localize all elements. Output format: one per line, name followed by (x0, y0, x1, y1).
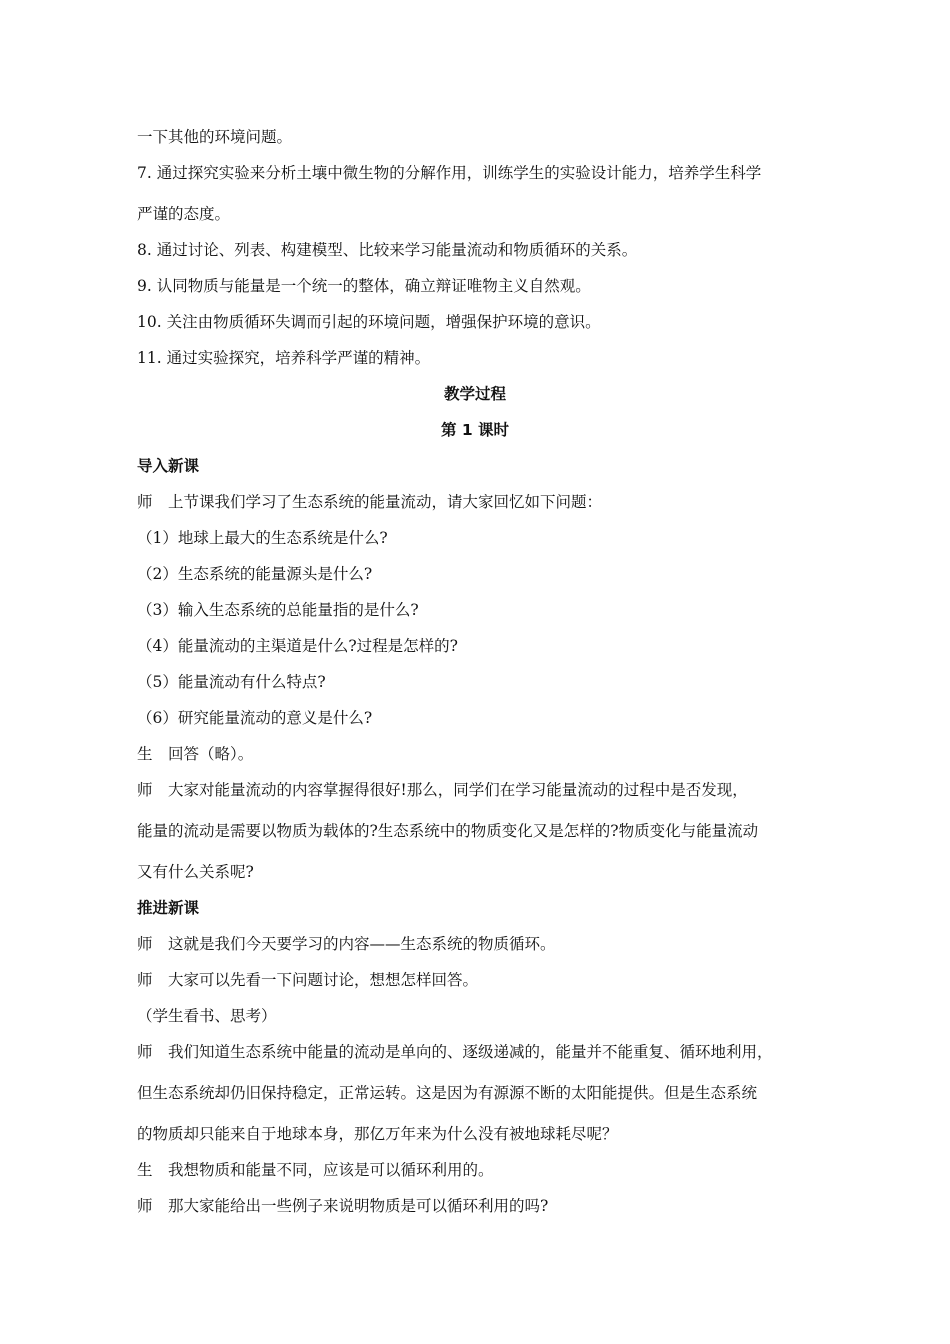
activity-note: （学生看书、思考） (137, 1007, 277, 1025)
objective-7-line1: 7. 通过探究实验来分析土壤中微生物的分解作用，训练学生的实验设计能力，培养学生科学 (137, 164, 762, 182)
section-title: 教学过程 (443, 385, 506, 403)
teacher-line-1: 师 上节课我们学习了生态系统的能量流动，请大家回忆如下问题： (137, 493, 603, 511)
teacher-line-2c: 又有什么关系呢? (137, 863, 254, 881)
student-line-2: 生 我想物质和能量不同，应该是可以循环利用的。 (137, 1161, 494, 1179)
objective-8: 8. 通过讨论、列表、构建模型、比较来学习能量流动和物质循环的关系。 (137, 241, 638, 259)
student-line-1: 生 回答（略）。 (137, 745, 254, 763)
question-1: （1）地球上最大的生态系统是什么? (137, 529, 388, 547)
objective-9: 9. 认同物质与能量是一个统一的整体，确立辩证唯物主义自然观。 (137, 277, 591, 295)
question-6: （6）研究能量流动的意义是什么? (137, 709, 373, 727)
objective-11: 11. 通过实验探究，培养科学严谨的精神。 (137, 349, 431, 367)
intro-heading: 导入新课 (137, 457, 200, 475)
objective-7-line2: 严谨的态度。 (137, 205, 231, 223)
question-3: （3）输入生态系统的总能量指的是什么? (137, 601, 419, 619)
advance-heading: 推进新课 (137, 899, 200, 917)
teacher-line-5b: 但生态系统却仍旧保持稳定，正常运转。这是因为有源源不断的太阳能提供。但是生态系统 (137, 1084, 758, 1102)
teacher-line-2a: 师 大家对能量流动的内容掌握得很好!那么，同学们在学习能量流动的过程中是否发现， (137, 781, 748, 799)
teacher-line-3: 师 这就是我们今天要学习的内容——生态系统的物质循环。 (137, 935, 556, 953)
teacher-line-6: 师 那大家能给出一些例子来说明物质是可以循环利用的吗? (137, 1197, 549, 1215)
lesson-title: 第 1 课时 (440, 421, 510, 439)
question-4: （4）能量流动的主渠道是什么?过程是怎样的? (137, 637, 458, 655)
objective-continuation: 一下其他的环境问题。 (137, 128, 293, 146)
question-5: （5）能量流动有什么特点? (137, 673, 326, 691)
teacher-line-5c: 的物质却只能来自于地球本身，那亿万年来为什么没有被地球耗尽呢？ (137, 1125, 618, 1143)
teacher-line-2b: 能量的流动是需要以物质为载体的?生态系统中的物质变化又是怎样的?物质变化与能量流动 (137, 822, 759, 840)
question-2: （2）生态系统的能量源头是什么? (137, 565, 373, 583)
teacher-line-5a: 师 我们知道生态系统中能量的流动是单向的、逐级递减的，能量并不能重复、循环地利用， (137, 1043, 773, 1061)
teacher-line-4: 师 大家可以先看一下问题讨论，想想怎样回答。 (137, 971, 479, 989)
objective-10: 10. 关注由物质循环失调而引起的环境问题，增强保护环境的意识。 (137, 313, 601, 331)
